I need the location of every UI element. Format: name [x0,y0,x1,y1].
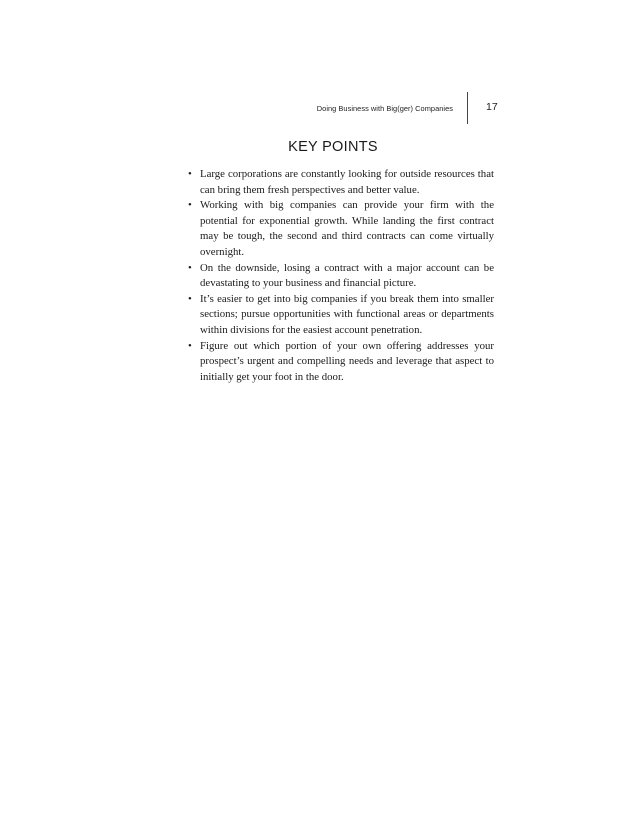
list-item-text: Working with big companies can provide your firm with the potential for exponential growth. While landing the first contract may be tough, the second and third contracts can come virtually overnight. [200,199,494,258]
list-item-text: It’s easier to get into big companies if you break them into smaller sections; pursue opportunities with functional areas or departments within divisions for the easiest account penetration. [200,292,494,336]
bullet-icon: • [188,292,192,305]
list-item [188,167,494,198]
list-item-text: On the downside, losing a contract with a major account can be devastating to your business and financial picture. [200,261,494,290]
section-title: KEY POINTS [288,139,378,155]
bullet-icon: • [188,199,192,212]
key-points-list [188,167,494,385]
list-item-text: Large corporations are constantly looking for outside resources that can bring them fresh perspectives and better value. [200,168,494,196]
list-item [188,339,494,386]
list-item-text: Figure out which portion of your own offering addresses your prospect’s urgent and compelling needs and leverage that aspect to initially get your foot in the door. [200,339,494,383]
list-item [188,198,494,260]
bullet-icon: • [188,168,192,180]
header-divider [467,92,468,124]
bullet-icon: • [188,261,192,274]
running-head: Doing Business with Big(ger) Companies [316,104,453,113]
bullet-icon: • [188,339,192,352]
list-item [188,292,494,339]
list-item [188,261,494,292]
page-number: 17 [486,101,498,113]
